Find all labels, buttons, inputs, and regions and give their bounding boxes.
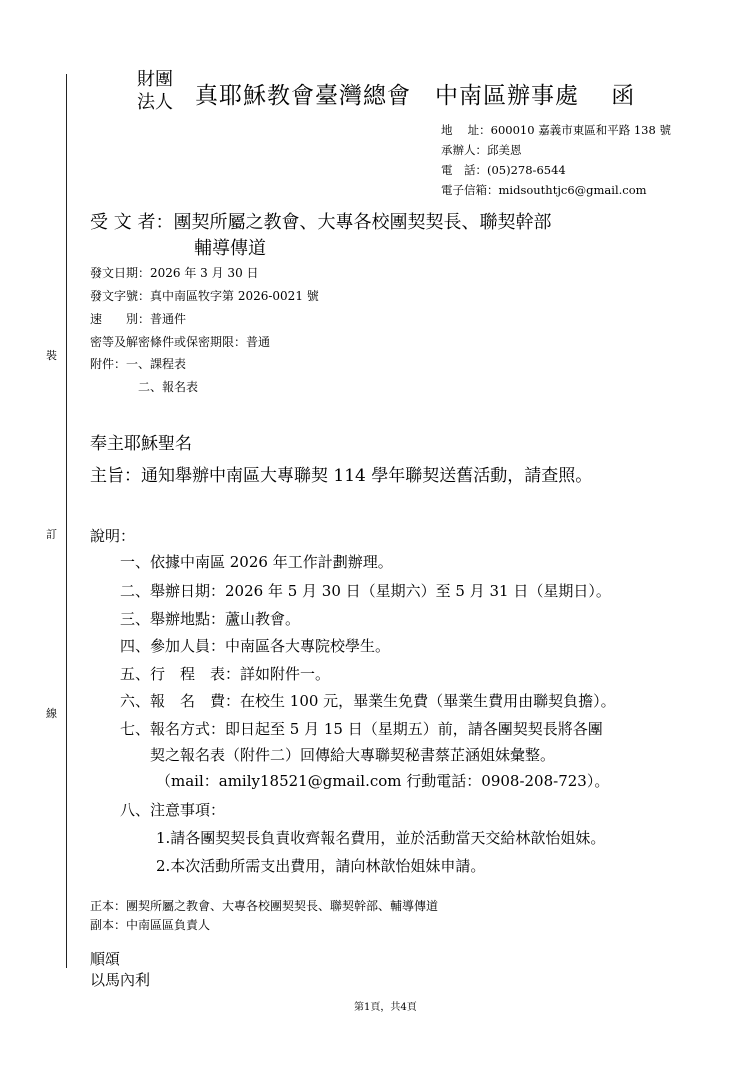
explanation-item: 五、行 程 表：詳如附件一。 <box>120 665 331 683</box>
explanation-item-cont: （mail：amily18521@gmail.com 行動電話：0908-208-723）。 <box>156 772 610 790</box>
copy-recipients: 副本：中南區區負責人 <box>90 918 211 932</box>
greeting: 奉主耶穌聖名 <box>90 434 192 454</box>
contact-phone: 電 話：(05)278-6544 <box>441 163 566 177</box>
explanation-item: 七、報名方式：即日起至 5 月 15 日（星期五）前，請各團契契長將各團 <box>120 720 603 738</box>
secrecy-level: 密等及解密條件或保密期限：普通 <box>90 335 271 349</box>
explanation-item: 八、注意事項： <box>120 801 226 819</box>
issue-date: 發文日期：2026 年 3 月 30 日 <box>90 266 259 280</box>
binding-line <box>66 74 67 968</box>
closing-line2: 以馬內利 <box>90 971 151 989</box>
explanation-item: 一、依據中南區 2026 年工作計劃辦理。 <box>120 553 393 571</box>
recipients-line2: 輔導傳道 <box>194 238 266 259</box>
subject: 主旨：通知舉辦中南區大專聯契 114 學年聯契送舊活動，請查照。 <box>90 466 593 486</box>
binding-mark-top: 裝 <box>46 349 57 362</box>
explanation-subitem: 1.請各團契契長負責收齊報名費用，並於活動當天交給林歆怡姐妹。 <box>156 829 606 847</box>
org-prefix-line1: 財團 <box>137 69 173 90</box>
attachment-1: 附件：一、課程表 <box>90 357 187 371</box>
org-prefix-line2: 法人 <box>137 92 173 113</box>
binding-mark-bottom: 線 <box>46 707 57 720</box>
explanation-item-cont: 契之報名表（附件二）回傳給大專聯契秘書蔡芷涵姐妹彙整。 <box>150 746 556 764</box>
speed-class: 速 別：普通件 <box>90 312 187 326</box>
explanation-heading: 說明： <box>90 527 136 545</box>
closing-line1: 順頌 <box>90 950 121 968</box>
page-number: 第1頁，共4頁 <box>354 1002 417 1013</box>
reference-number: 發文字號：真中南區牧字第 2026-0021 號 <box>90 289 319 303</box>
original-recipients: 正本：團契所屬之教會、大專各校團契契長、聯契幹部、輔導傳道 <box>90 899 439 913</box>
binding-mark-middle: 訂 <box>46 528 57 541</box>
explanation-item: 六、報 名 費：在校生 100 元，畢業生免費（畢業生費用由聯契負擔）。 <box>120 692 616 710</box>
explanation-item: 二、舉辦日期：2026 年 5 月 30 日（星期六）至 5 月 31 日（星期日）。 <box>120 582 611 600</box>
recipients-line1: 受 文 者：團契所屬之教會、大專各校團契契長、聯契幹部 <box>90 212 552 233</box>
explanation-item: 三、舉辦地點：蘆山教會。 <box>120 610 301 628</box>
contact-handler: 承辦人：邱美恩 <box>441 143 522 157</box>
contact-address: 地 址：600010 嘉義市東區和平路 138 號 <box>441 123 671 137</box>
org-name-title: 真耶穌教會臺灣總會 中南區辦事處 函 <box>195 83 636 109</box>
contact-email: 電子信箱：midsouthtjc6@gmail.com <box>441 183 647 197</box>
explanation-subitem: 2.本次活動所需支出費用，請向林歆怡姐妹申請。 <box>156 857 486 875</box>
attachment-2: 二、報名表 <box>138 380 199 394</box>
explanation-item: 四、參加人員：中南區各大專院校學生。 <box>120 637 391 655</box>
